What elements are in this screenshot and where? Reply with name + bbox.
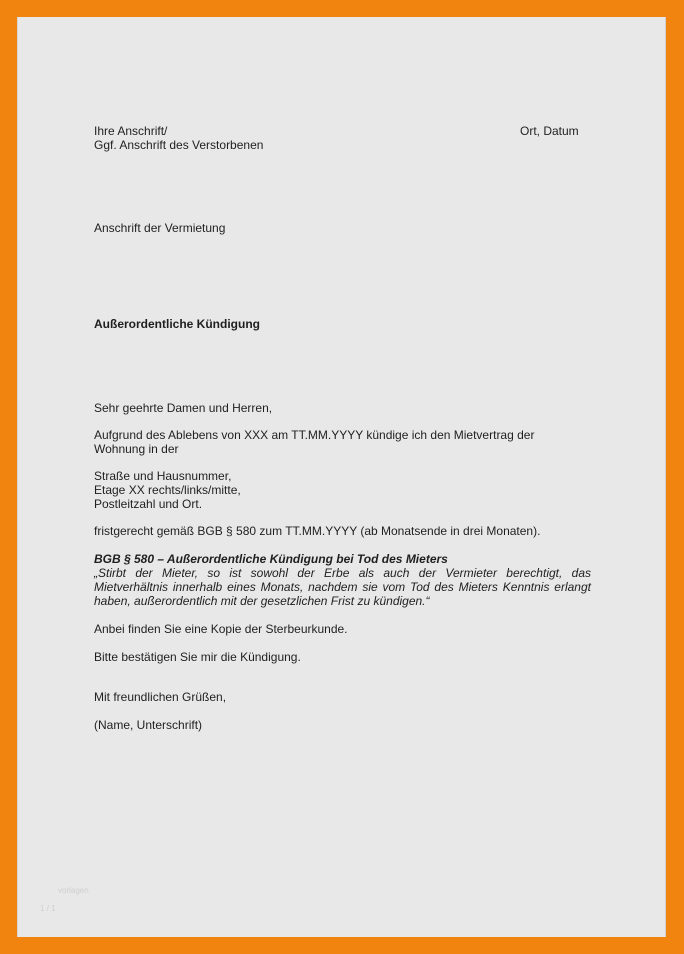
address-line-street: Straße und Hausnummer, — [94, 469, 232, 483]
law-quote-line: haben, außerordentlich mit der gesetzlichen Frist zu kündigen.“ — [94, 594, 430, 608]
faint-footer-text: vorlagen — [58, 886, 89, 895]
confirmation-request: Bitte bestätigen Sie mir die Kündigung. — [94, 650, 301, 664]
address-line-floor: Etage XX rechts/links/mitte, — [94, 483, 241, 497]
deadline-text: fristgerecht gemäß BGB § 580 zum TT.MM.YYYY (ab Monatsende in drei Monaten). — [94, 524, 541, 538]
letter-subject: Außerordentliche Kündigung — [94, 317, 260, 331]
body-text-line: Wohnung in der — [94, 442, 179, 456]
closing-phrase: Mit freundlichen Grüßen, — [94, 690, 227, 704]
law-heading: BGB § 580 – Außerordentliche Kündigung bei Tod des Mieters — [94, 552, 448, 566]
signature-placeholder: (Name, Unterschrift) — [94, 718, 203, 732]
place-date-label: Ort, Datum — [520, 124, 579, 138]
body-text-line: Aufgrund des Ablebens von XXX am TT.MM.YYYY kündige ich den Mietvertrag der — [94, 428, 535, 442]
law-quote-line: „Stirbt der Mieter, so ist sowohl der Erbe als auch der Vermieter berechtigt, das — [94, 566, 591, 580]
salutation: Sehr geehrte Damen und Herren, — [94, 401, 273, 415]
attachment-note: Anbei finden Sie eine Kopie der Sterbeurkunde. — [94, 622, 348, 636]
sender-address-label: Ihre Anschrift/ — [94, 124, 168, 138]
recipient-address-label: Anschrift der Vermietung — [94, 221, 226, 235]
address-line-city: Postleitzahl und Ort. — [94, 497, 203, 511]
law-quote-line: Mietverhältnis innerhalb eines Monats, nachdem sie vom Tod des Mieters Kenntnis erlangt — [94, 580, 591, 594]
faint-page-number: 1 / 1 — [40, 904, 56, 913]
deceased-address-label: Ggf. Anschrift des Verstorbenen — [94, 138, 264, 152]
